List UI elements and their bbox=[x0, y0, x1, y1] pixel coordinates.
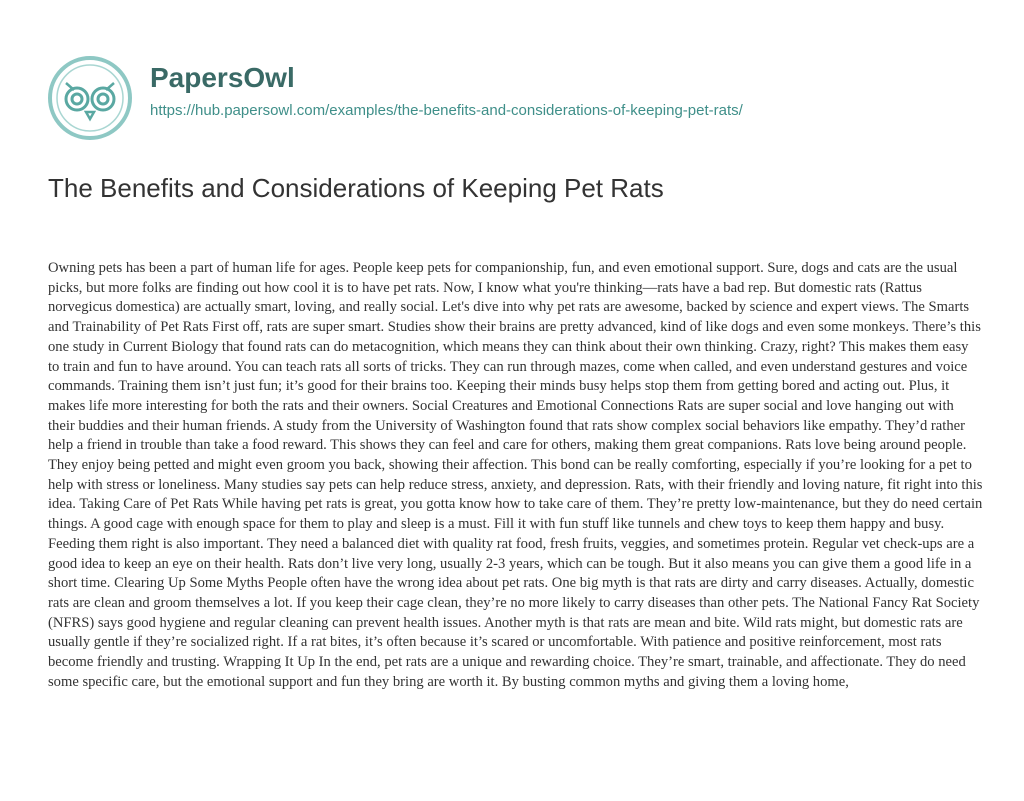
page-title: The Benefits and Considerations of Keeping Pet Rats bbox=[48, 173, 664, 203]
site-header bbox=[48, 56, 743, 140]
header-text bbox=[150, 56, 743, 119]
brand-name[interactable]: PapersOwl bbox=[150, 62, 295, 93]
article-body: Owning pets has been a part of human life for ages. People keep pets for companionship, fun, and even emotional support. Sure, dogs and cats are the usual picks, but more folks are finding out how cool it is to have pet rats. Now, I know what you're thinking—rats have a bad rep. But domestic rats (Rattus norvegicus domestica) are actually smart, loving, and really social. Let's dive into why pet rats are awesome, backed by science and expert views. The Smarts and Trainability of Pet Rats First off, rats are super smart. Studies show their brains are pretty advanced, kind of like dogs and even some monkeys. There’s this one study in Current Biology that found rats can do metacognition, which means they can think about their own thinking. Crazy, right? This makes them easy to train and fun to have around. You can teach rats all sorts of tricks. They can run through mazes, come when called, and even understand gestures and voice commands. Training them isn’t just fun; it’s good for their brains too. Keeping their minds busy helps stop them from getting bored and acting out. Plus, it makes life more interesting for both the rats and their owners. Social Creatures and Emotional Connections Rats are super social and love hanging out with their buddies and their human friends. A study from the University of Washington found that rats show complex social behaviors like empathy. They’d rather help a friend in trouble than take a food reward. This shows they can feel and care for others, making them great companions. Rats love being around people. They enjoy being petted and might even groom you back, showing their affection. This bond can be really comforting, especially if you’re looking for a pet to help with stress or loneliness. Many studies say pets can help reduce stress, anxiety, and depression. Rats, with their friendly and loving nature, fit right into this idea. Taking Care of Pet Rats While having pet rats is great, you gotta know how to take care of them. They’re pretty low-maintenance, but they do need certain things. A good cage with enough space for them to play and sleep is a must. Fill it with fun stuff like tunnels and chew toys to keep them happy and busy. Feeding them right is also important. They need a balanced diet with quality rat food, fresh fruits, veggies, and sometimes protein. Regular vet check-ups are a good idea to keep an eye on their health. Rats don’t live very long, usually 2-3 years, which can be tough. But it also means you can give them a good life in a short time. Clearing Up Some Myths People often have the wrong idea about pet rats. One big myth is that rats are dirty and carry diseases. Actually, domestic rats are clean and groom themselves a lot. If you keep their cage clean, they’re no more likely to carry diseases than other pets. The National Fancy Rat Society (NFRS) says good hygiene and regular cleaning can prevent health issues. Another myth is that rats are mean and bite. Wild rats might, but domestic rats are usually gentle if they’re socialized right. If a rat bites, it’s often because it’s scared or uncomfortable. With patience and positive reinforcement, most rats become friendly and trusting. Wrapping It Up In the end, pet rats are a unique and rewarding choice. They’re smart, trainable, and affectionate. They do need some specific care, but the emotional support and fun they bring are worth it. By busting common myths and giving them a loving home, bbox=[48, 260, 983, 690]
source-url[interactable]: https://hub.papersowl.com/examples/the-benefits-and-considerations-of-keeping-pet-rats/ bbox=[150, 102, 743, 119]
owl-logo-icon[interactable] bbox=[48, 56, 132, 140]
